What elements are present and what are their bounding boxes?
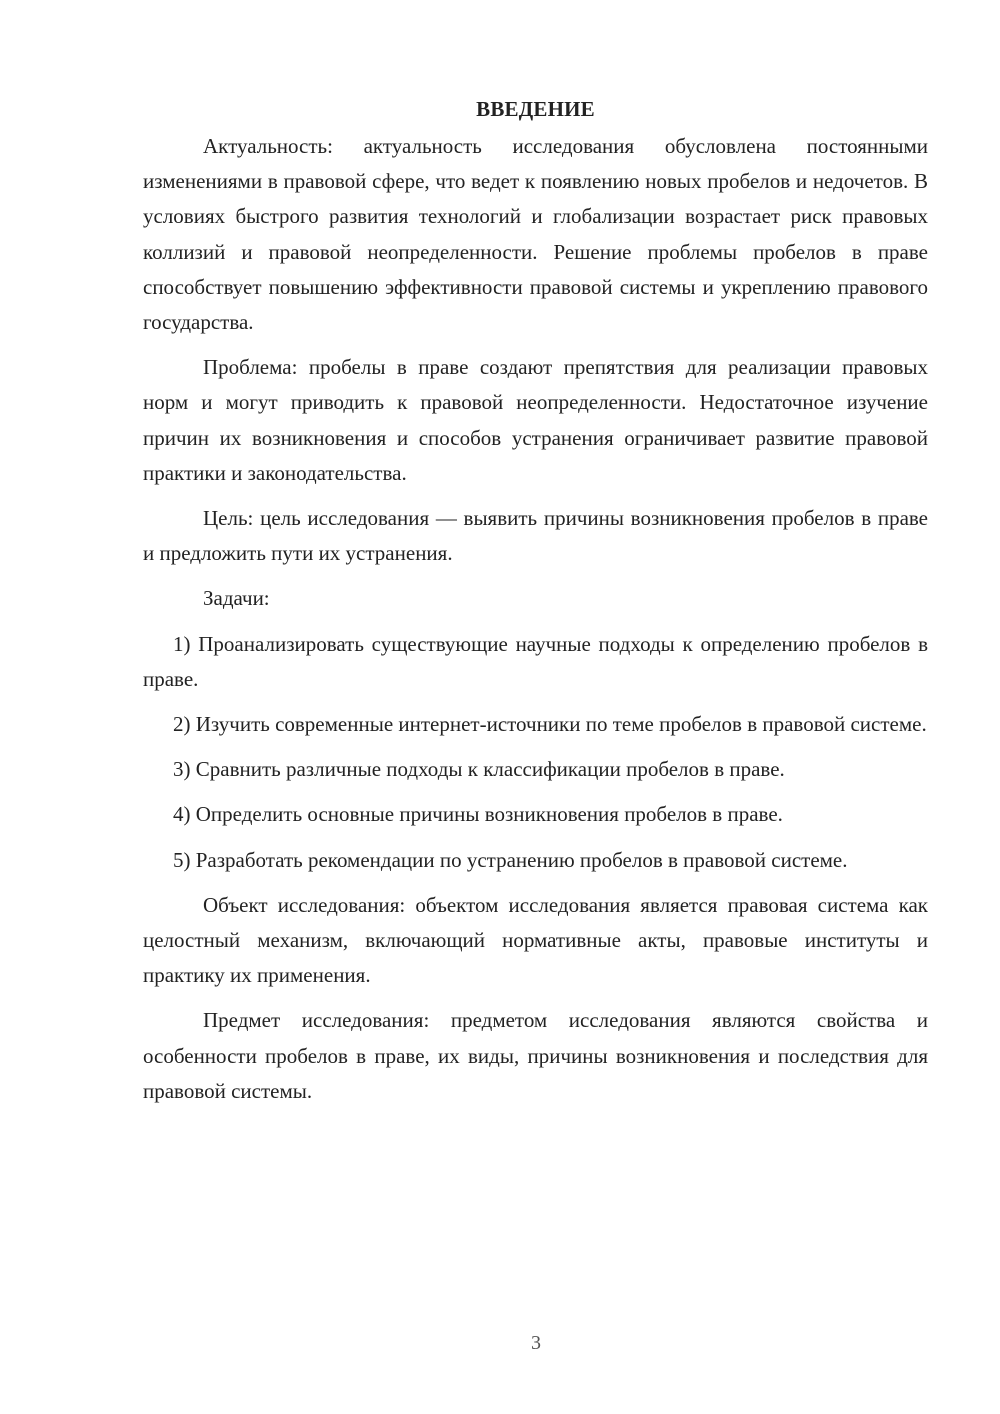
section-heading: ВВЕДЕНИЕ: [476, 97, 595, 121]
object-paragraph: Объект исследования: объектом исследования является правовая система как целостный механизм, включающий нормативные акты, правовые институты и практику их применения.: [143, 892, 928, 988]
goal-paragraph: Цель: цель исследования — выявить причины возникновения пробелов в праве и предложить пути их устранения.: [143, 506, 928, 566]
task-item-3: 3) Сравнить различные подходы к классификации пробелов в праве.: [173, 757, 785, 782]
relevance-paragraph: Актуальность: актуальность исследования обусловлена постоянными изменениями в правовой сфере, что ведет к появлению новых пробелов и недочетов. В условиях быстрого развития технологий и глобализации возрастает риск правовых коллизий и правовой неопределенности. Решение проблемы пробелов в праве способствует повышению эффективности правовой системы и укреплению правового государства.: [143, 134, 928, 335]
task-item-1: 1) Проанализировать существующие научные подходы к определению пробелов в праве.: [143, 631, 928, 691]
task-item-2: 2) Изучить современные интернет-источники по теме пробелов в правовой системе.: [173, 712, 927, 737]
tasks-label: Задачи:: [203, 586, 270, 611]
subject-paragraph: Предмет исследования: предметом исследования являются свойства и особенности пробелов в праве, их виды, причины возникновения и последствия для правовой системы.: [143, 1008, 928, 1103]
page-number: 3: [531, 1332, 541, 1354]
task-item-5: 5) Разработать рекомендации по устранению пробелов в правовой системе.: [173, 847, 848, 872]
document-body: [143, 92, 928, 1119]
problem-paragraph: Проблема: пробелы в праве создают препятствия для реализации правовых норм и могут приводить к правовой неопределенности. Недостаточное изучение причин их возникновения и способов устранения ограничивает развитие правовой практики и законодательства.: [143, 355, 928, 485]
task-item-4: 4) Определить основные причины возникновения пробелов в праве.: [173, 802, 783, 827]
